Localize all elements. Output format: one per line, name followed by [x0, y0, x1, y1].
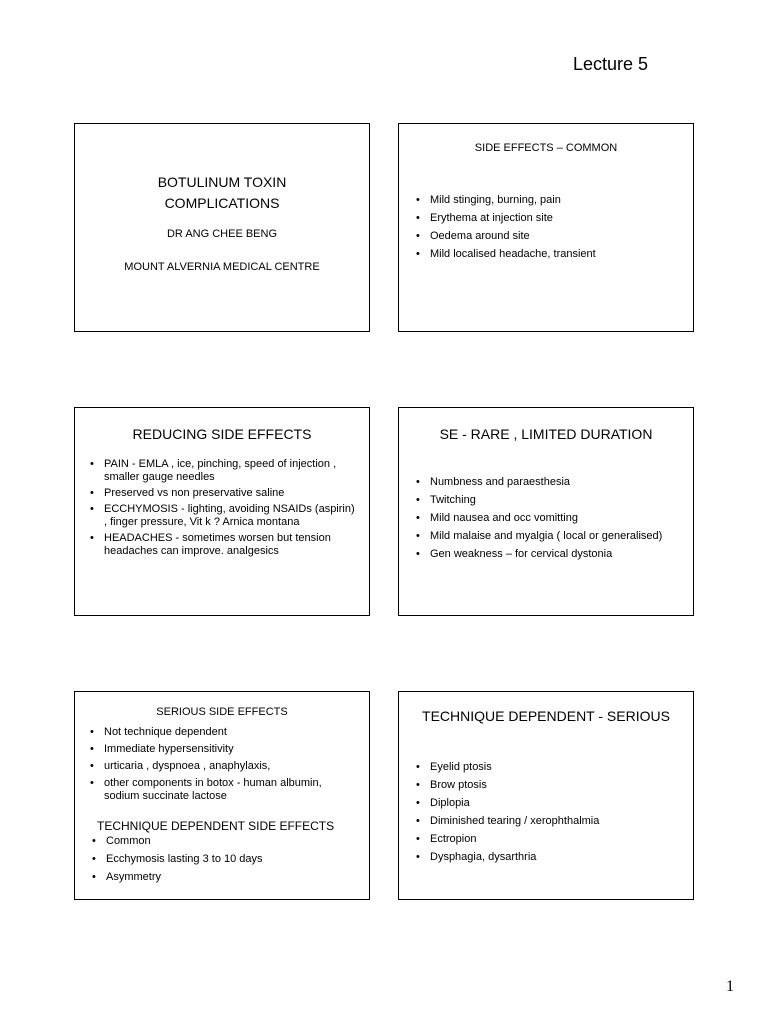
list-item: • Immediate hypersensitivity — [90, 743, 359, 756]
list-item: • Diminished tearing / xerophthalmia — [416, 815, 683, 828]
slide-organization: MOUNT ALVERNIA MEDICAL CENTRE — [124, 261, 320, 273]
bullet-list — [90, 458, 357, 561]
bullet-list — [90, 726, 359, 807]
lecture-header: Lecture 5 — [573, 54, 649, 74]
list-item: • Erythema at injection site — [416, 212, 683, 225]
list-item: • Asymmetry — [92, 871, 359, 884]
bullet-list — [416, 194, 683, 266]
slide-technique-dependent-serious — [398, 691, 694, 900]
slide-heading: REDUCING SIDE EFFECTS — [132, 426, 312, 442]
page-number: 1 — [726, 978, 734, 995]
list-item: • Not technique dependent — [90, 726, 359, 739]
slide-heading: SIDE EFFECTS – COMMON — [474, 142, 618, 154]
slide-title — [74, 123, 370, 332]
list-item: • Ecchymosis lasting 3 to 10 days — [92, 853, 359, 866]
list-item: • Gen weakness – for cervical dystonia — [416, 548, 683, 561]
list-item: • HEADACHES - sometimes worsen but tension headaches can improve. analgesics — [90, 532, 357, 558]
list-item: • Eyelid ptosis — [416, 761, 683, 774]
list-item: • Oedema around site — [416, 230, 683, 243]
list-item: • ECCHYMOSIS - lighting, avoiding NSAIDs (aspirin) , finger pressure, Vit k ? Arnica montana — [90, 503, 357, 529]
list-item: • Ectropion — [416, 833, 683, 846]
list-item: • urticaria , dyspnoea , anaphylaxis, — [90, 760, 359, 773]
slide-subheading: TECHNIQUE DEPENDENT SIDE EFFECTS — [97, 819, 335, 833]
slide-title-heading: BOTULINUM TOXIN COMPLICATIONS — [157, 174, 287, 211]
slide-serious-side-effects — [74, 691, 370, 900]
list-item: • Twitching — [416, 494, 683, 507]
list-item: • Mild malaise and myalgia ( local or generalised) — [416, 530, 683, 543]
slide-rare-side-effects — [398, 407, 694, 616]
list-item: • Brow ptosis — [416, 779, 683, 792]
list-item: • Mild nausea and occ vomitting — [416, 512, 683, 525]
bullet-list — [416, 761, 683, 869]
bullet-list — [92, 835, 359, 889]
list-item: • PAIN - EMLA , ice, pinching, speed of injection , smaller gauge needles — [90, 458, 357, 484]
slide-heading: TECHNIQUE DEPENDENT - SERIOUS — [422, 708, 670, 724]
slide-common-side-effects — [398, 123, 694, 332]
list-item: • Common — [92, 835, 359, 848]
list-item: • Diplopia — [416, 797, 683, 810]
list-item: • Preserved vs non preservative saline — [90, 487, 357, 500]
list-item: • Dysphagia, dysarthria — [416, 851, 683, 864]
list-item: • Mild stinging, burning, pain — [416, 194, 683, 207]
bullet-list — [416, 476, 683, 566]
slide-heading: SERIOUS SIDE EFFECTS — [156, 706, 288, 718]
list-item: • Numbness and paraesthesia — [416, 476, 683, 489]
slide-heading: SE - RARE , LIMITED DURATION — [439, 426, 653, 442]
list-item: • other components in botox - human albumin, sodium succinate lactose — [90, 777, 359, 803]
list-item: • Mild localised headache, transient — [416, 248, 683, 261]
slide-reducing-side-effects — [74, 407, 370, 616]
slide-author: DR ANG CHEE BENG — [166, 228, 278, 240]
